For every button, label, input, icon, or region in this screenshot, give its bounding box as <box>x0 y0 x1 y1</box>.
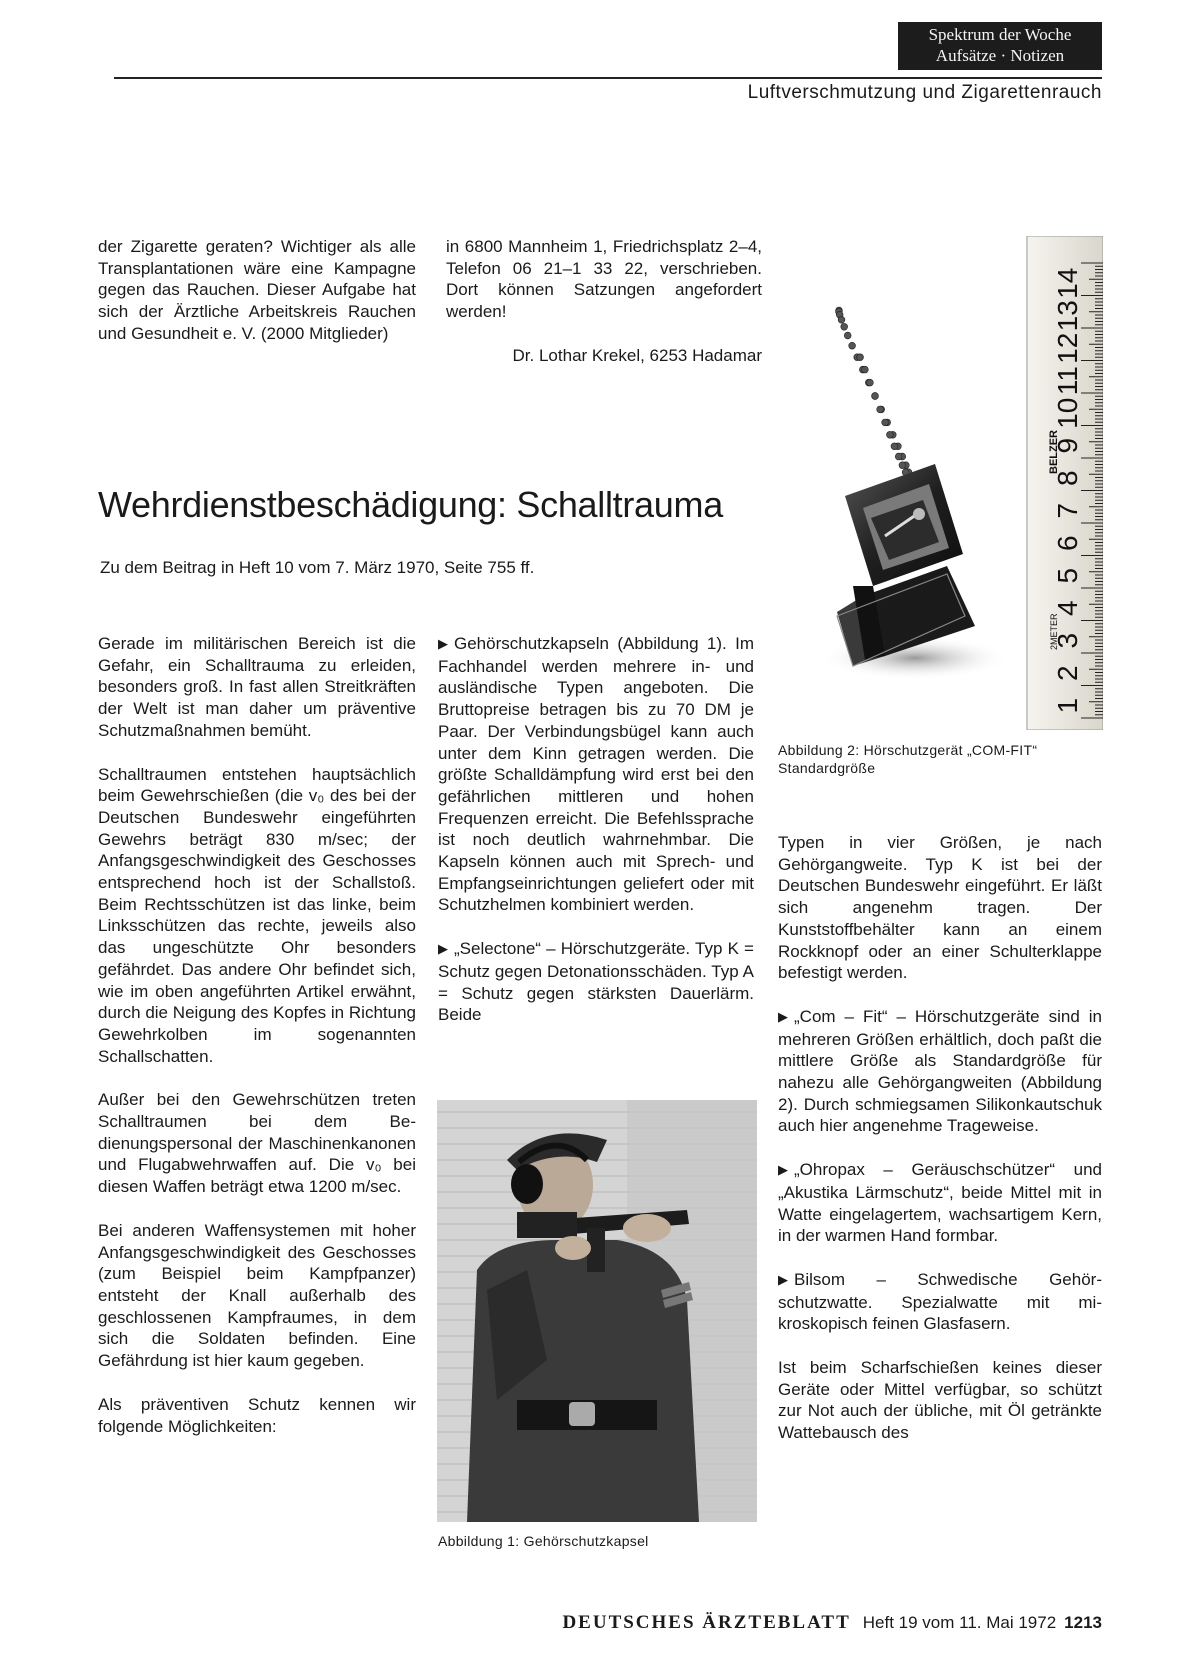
list-item-text: Gehörschutzkapseln (Abbildung 1). Im Fachhandel werden mehrere in- und ausländische Typen angeboten. Die Bruttopreise betragen bis zu 70 DM je Paar. Der Verbindungsbügel kann auch unter dem Kinn getragen werden. Die größte Schalldämpfung wird erst bei den gefährlichen mittleren und hohen Frequenzen erreicht. Die Befehlssprache ist noch deutlich wahrnehmbar. Die Kapseln können auch mit Sprech- und Empfangseinrichtungen geliefert oder mit Schutzhelmen kombiniert werden. <box>438 634 754 915</box>
chain-bead <box>867 379 874 386</box>
ruler-number: 9 <box>1052 437 1083 454</box>
ruler-number: 6 <box>1052 535 1083 552</box>
bullet-triangle-icon: ▶ <box>778 1008 788 1024</box>
chain-bead <box>891 443 898 450</box>
badge-line-1: Spektrum der Woche <box>928 25 1072 44</box>
figure-2-photo <box>815 236 1103 730</box>
list-item <box>778 1006 1102 1137</box>
bullet-triangle-icon: ▶ <box>438 941 448 957</box>
paragraph: Schalltraumen entstehen hauptsächlich beim Gewehrschießen (die v₀ des bei der Deutschen Bundeswehr eingeführten Gewehrs beträgt 830 m/sec; der Anfangsgeschwindigkeit des Geschosses entsprechend hoch ist der Schallstoß. Beim Rechtsschützen ist das linke, beim Linksschützen das rechte, jeweils also das ungeschützte Ohr besonders gefährdet. Das andere Ohr befindet sich, wie im oben angeführten Artikel erwähnt, durch die Neigung des Kopfes in Richtung Gewehrkolben im sogenannten Schallschatten. <box>98 764 416 1066</box>
page-footer <box>562 1612 1102 1634</box>
running-section-title: Luftverschmutzung und Zigarettenrauch <box>747 82 1102 103</box>
ruler-number: 3 <box>1052 632 1083 649</box>
list-item <box>438 633 754 916</box>
journal-name: DEUTSCHES ÄRZTEBLATT <box>562 1612 851 1633</box>
paragraph: Bei anderen Waffensystemen mit hoher Anfangsgeschwindigkeit des Geschosses (zum Beispiel beim Kampfpanzer) entsteht der Knall außerhalb des geschlossenen Kampfraumes, in dem sich die Soldaten befinden. Eine Gefährdung ist hier kaum gegeben. <box>98 1220 416 1371</box>
figure-2-caption <box>778 741 1108 777</box>
ruler-number: 7 <box>1052 502 1083 519</box>
paragraph: der Zigarette geraten? Wichtiger als alle Transplantationen wäre eine Kampagne gegen das Rauchen. Dieser Aufgabe hat sich der Ärztliche Arbeitskreis Rauchen und Gesundheit e. V. (2000 Mitglieder) <box>98 237 416 343</box>
article-column-1 <box>98 633 416 1437</box>
ruler-number: 13 <box>1052 300 1083 332</box>
bullet-triangle-icon: ▶ <box>778 1271 788 1287</box>
chain-bead <box>877 406 884 413</box>
list-item-text: Bilsom – Schwedische Gehörschutzwatte. Spezialwatte mit mikroskopisch feinen Glasfasern. <box>778 1269 1102 1334</box>
chain-bead <box>899 462 906 469</box>
paragraph: in 6800 Mannheim 1, Friedrichsplatz 2–4, Telefon 06 21–1 33 22, verschrieben. Dort können Satzungen angefordert werden! <box>446 237 762 322</box>
list-item <box>778 1269 1102 1335</box>
paragraph: Als präventiven Schutz kennen wir folgende Möglichkeiten: <box>98 1394 416 1436</box>
soldier-with-earmuffs-illustration <box>437 1100 757 1522</box>
chain-bead <box>872 393 879 400</box>
comfit-device-illustration <box>815 236 1103 730</box>
ruler-number: 4 <box>1052 600 1083 617</box>
chain-bead <box>895 453 902 460</box>
comfit-case <box>837 464 975 666</box>
ruler-number: 10 <box>1052 397 1083 429</box>
ruler-number: 2 <box>1052 665 1083 682</box>
folding-ruler <box>1027 236 1103 730</box>
ruler-number: 1 <box>1052 697 1083 714</box>
badge-line-2: Aufsätze · Notizen <box>935 46 1065 65</box>
ruler-meter-label: 2METER <box>1049 613 1059 650</box>
ruler-number: 12 <box>1052 332 1083 364</box>
prev-letter-column-2 <box>446 236 762 367</box>
letter-signature: Dr. Lothar Krekel, 6253 Hadamar <box>512 345 762 365</box>
page-number: 1213 <box>1064 1613 1102 1632</box>
chain-bead <box>838 316 845 323</box>
bullet-triangle-icon: ▶ <box>438 636 448 651</box>
article-title: Wehrdienstbeschädigung: Schalltrauma <box>98 484 723 525</box>
paragraph: Gerade im militärischen Bereich ist die Gefahr, ein Schalltrauma zu erleiden, besonders groß. In fast allen Streitkräften der Welt ist man daher um präventive Schutzmaßnahmen bemüht. <box>98 634 416 740</box>
chain-bead <box>887 431 894 438</box>
article-column-2 <box>438 633 754 1026</box>
bullet-triangle-icon: ▶ <box>778 1162 788 1178</box>
figure-2-caption-line-1: Abbildung 2: Hörschutzgerät „COM-FIT“ <box>778 742 1038 758</box>
prev-letter-column-1 <box>98 236 416 345</box>
list-item-text: „Com – Fit“ – Hörschutzgeräte sind in mehreren Größen erhältlich, doch paßt die mittlere Größe als Standardgröße für nahezu alle Gehörgangweiten (Abbildung 2). Durch schmiegsamen Silikonkautschuk auch hier angenehme Trageweise. <box>778 1006 1102 1136</box>
chain-bead <box>857 354 864 361</box>
ruler-number: 11 <box>1052 366 1083 396</box>
article-subtitle: Zu dem Beitrag in Heft 10 vom 7. März 1970, Seite 755 ff. <box>100 558 535 577</box>
chain-bead <box>849 342 856 349</box>
header-rule <box>114 77 1102 79</box>
bead-chain <box>836 307 915 485</box>
list-item <box>438 938 754 1026</box>
article-column-3 <box>778 832 1102 1444</box>
chain-bead <box>862 366 869 373</box>
chain-bead <box>841 323 848 330</box>
section-badge <box>898 22 1102 70</box>
ruler-number: 14 <box>1052 267 1083 299</box>
figure-2-caption-line-2: Standardgröße <box>778 760 876 776</box>
chain-bead <box>882 419 889 426</box>
chain-bead <box>844 332 851 339</box>
ruler-number: 8 <box>1052 470 1083 487</box>
ruler-brand-label: BELZER <box>1048 430 1060 474</box>
ruler-number: 5 <box>1052 567 1083 584</box>
figure-1-caption: Abbildung 1: Gehörschutzkapsel <box>438 1533 649 1549</box>
list-item-text: „Ohropax – Geräuschschützer“ und „Akustika Lärmschutz“, beide Mittel mit in Watte eingelagertem, wachsartigem Kern, in der warmen Hand formbar. <box>778 1160 1102 1246</box>
paragraph: Typen in vier Größen, je nach Gehörgangweite. Typ K ist bei der Deutschen Bundeswehr eingeführt. Er läßt sich angenehm tragen. Der Kunststoffbehälter kann an einem Rockknopf oder an einer Schulterklappe befestigt werden. <box>778 833 1102 983</box>
paragraph: Außer bei den Gewehrschützen treten Schalltraumen bei dem Bedienungspersonal der Maschinenkanonen und Flugabwehrwaffen auf. Die v₀ bei diesen Waffen beträgt etwa 1200 m/sec. <box>98 1090 416 1197</box>
list-item-text: „Selectone“ – Hörschutzgeräte. Typ K = Schutz gegen Detonationsschäden. Typ A = Schutz gegen stärksten Dauerlärm. Beide <box>438 939 754 1025</box>
figure-1-photo <box>437 1100 757 1522</box>
list-item <box>778 1159 1102 1247</box>
issue-info: Heft 19 vom 11. Mai 1972 <box>862 1613 1057 1632</box>
paragraph: Ist beim Scharfschießen keines dieser Geräte oder Mittel verfügbar, so schützt zur Not auch der übliche, mit Öl getränkte Wattebausch des <box>778 1358 1102 1443</box>
